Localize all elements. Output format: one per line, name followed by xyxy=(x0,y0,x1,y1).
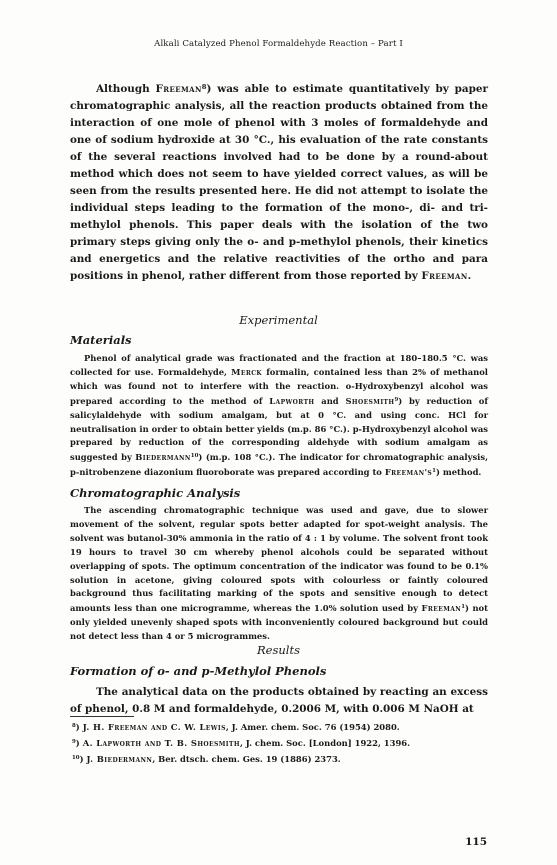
materials-paragraph xyxy=(70,352,488,480)
author-name: Freeman xyxy=(421,603,462,614)
footnote-citation: , J. chem. Soc. [London] xyxy=(239,738,355,748)
intro-text: ) was able to estimate quantitatively by paper chromatographic analysis, all the reaction products obtained from the interaction of one mole of phenol with 3 moles of formaldehyde and one of sodium hydroxide at 30 °C., his evaluation of the rate constants of the several reactions involved had to be done by a round-about method which does not seem to have yielded correct values, as will be seen from the results presented here. He did not attempt to isolate the individual steps leading to the formation of the mono-, di- and tri-methylol phenols. This paper deals with the isolation of the two primary steps giving only the o- and p-methylol phenols, their kinetics and energetics and the relative reactivities of the ortho and para positions in phenol, rather different from those reported by xyxy=(70,83,488,282)
author-name: Shoesmith xyxy=(345,395,395,406)
author-name: Freeman xyxy=(155,83,202,95)
intro-paragraph xyxy=(70,79,488,285)
author-name: Freeman's xyxy=(384,467,433,478)
materials-text: and xyxy=(314,395,346,406)
footnote-authors: J. Biedermann xyxy=(86,754,153,764)
intro-text: . xyxy=(467,270,472,282)
reference-number: 9 xyxy=(394,396,399,403)
footnote-number: 9 xyxy=(72,739,76,745)
author-name: Freeman xyxy=(421,270,468,282)
subsection-heading-chromatographic: Chromatographic Analysis xyxy=(70,486,241,500)
chromatographic-text: ) not only yielded unevenly shaped spots with inconveniently coloured background but could not detect less than 4 or 5 microgrammes. xyxy=(70,603,488,642)
reference-number: 1 xyxy=(432,468,436,475)
formation-paragraph xyxy=(70,684,488,718)
reference-number: 1 xyxy=(461,604,465,611)
footnote-volume: 76 xyxy=(324,722,337,732)
intro-text: Although xyxy=(96,83,156,95)
footnote-rule xyxy=(70,716,134,717)
materials-text: Phenol of analytical grade was fractionated and the fraction at 180–180.5 °C. was collected for use. Formaldehyde, xyxy=(70,353,488,377)
chromatographic-paragraph xyxy=(70,504,488,644)
footnote: $^{10}$) J. Biedermann, Ber. dtsch. chem. Ges. 19 (1886) 2373. xyxy=(72,754,341,764)
footnote-citation: , Ber. dtsch. chem. Ges. xyxy=(152,754,266,764)
subsection-heading-materials: Materials xyxy=(70,333,132,347)
section-heading-experimental: Experimental xyxy=(239,313,318,327)
formation-text: The analytical data on the products obtained by reacting an excess of phenol, 0.8 M and formaldehyde, 0.2006 M, with 0.006 M NaOH at xyxy=(70,686,488,715)
brand-name: Merck xyxy=(231,366,262,377)
footnote-volume: 19 xyxy=(265,754,278,764)
materials-text: ) (m.p. 108 °C.). The indicator for chromatographic analysis, p-nitrobenzene diazonium fluoroborate was prepared according to xyxy=(70,452,488,478)
footnote-authors: A. Lapworth and T. B. Shoesmith xyxy=(82,738,240,748)
footnote: $^9$) A. Lapworth and T. B. Shoesmith, J. chem. Soc. [London] 1922, 1396. xyxy=(72,738,411,748)
footnote-number: 8 xyxy=(72,723,76,729)
footnote-number: 10 xyxy=(72,755,80,761)
author-name: Biedermann xyxy=(135,452,191,463)
section-heading-results: Results xyxy=(257,643,300,657)
subsection-heading-formation: Formation of o- and p-Methylol Phenols xyxy=(70,664,327,678)
author-name: Lapworth xyxy=(269,395,315,406)
footnote-citation: , 1396. xyxy=(377,738,411,748)
materials-text: ) method. xyxy=(435,467,482,478)
chromatographic-text: The ascending chromatographic technique was used and gave, due to slower movement of the solvent, regular spots better adapted for spot-weight analysis. The solvent was butanol-30% ammonia in the ratio of 4 : 1 by volume. The solvent front took 19 hours to travel 30 cm whereby phenol alcohols could be separated without overlapping of spots. The optimum concentration of the indicator was found to be 0.1% solution in acetone, giving coloured spots with colourless or faintly coloured background thus facilitating marking of the spots and sensitive enough to detect amounts less than one microgramme, whereas the 1.0% solution used by xyxy=(70,505,488,614)
reference-number: 10 xyxy=(190,453,199,460)
materials-text: formalin, contained less than 2% of methanol which was found not to interfere with the reaction. o-Hydroxybenzyl alcohol was prepared according to the method of xyxy=(70,366,488,406)
footnote: $^8$) J. H. Freeman and C. W. Lewis, J. Amer. chem. Soc. 76 (1954) 2080. xyxy=(72,722,400,732)
reference-number: 8 xyxy=(201,83,207,91)
materials-text: ) by reduction of salicylaldehyde with sodium amalgam, but at 0 °C. and using conc. HCl for neutralisation in order to obtain better yields (m.p. 86 °C.). p-Hydroxybenzyl alcohol was prepared by reduction of the corresponding aldehyde with sodium amalgam as suggested by xyxy=(70,395,488,463)
running-head: Alkali Catalyzed Phenol Formaldehyde Reaction – Part I xyxy=(154,39,403,49)
footnote-citation: (1886) 2373. xyxy=(277,754,341,764)
footnote-authors: J. H. Freeman and C. W. Lewis xyxy=(82,722,226,732)
page-number: 115 xyxy=(465,836,487,848)
footnote-volume: 1922 xyxy=(354,738,378,748)
footnote-citation: , J. Amer. chem. Soc. xyxy=(225,722,325,732)
footnote-citation: (1954) 2080. xyxy=(336,722,400,732)
